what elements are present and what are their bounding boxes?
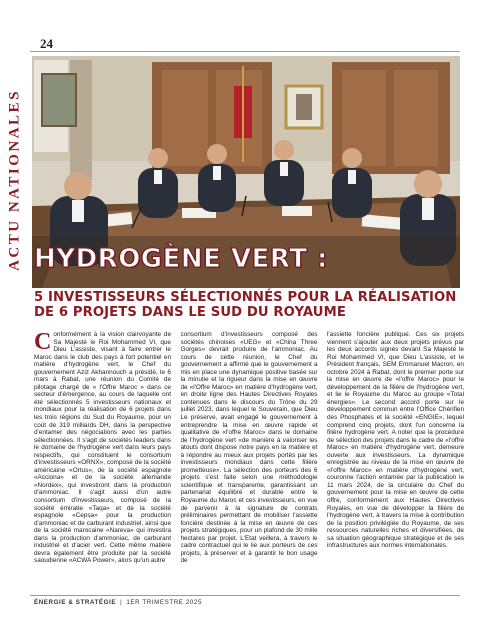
- section-label: [4, 60, 26, 300]
- subhead-line: DE 6 PROJETS DANS LE SUD DU ROYAUME: [34, 305, 346, 320]
- article-body: [34, 331, 464, 589]
- page-footer: [34, 599, 202, 606]
- column-text: onformément à la vision clairvoyante de Sa Majesté le Roi Mohammed VI, que Dieu L'assiste, visant à faire entrer le Maroc dans le club des pays à fort potentiel en matière d'hydrogène vert, le Chef du gouvernement Aziz Akhannouch a présidé, le 6 mars à Rabat, une réunion du Comité de pilotage chargé de « l'Offre Maroc » dans ce secteur d'émergence, au cours de laquelle ont été sélectionnés 5 investisseurs nationaux et mondiaux pour la réalisation de 6 projets dans les trois régions du Sud du Royaume, pour un coût de 319 milliards DH, dans la perspective d'entamer des négociations avec les parties sélectionnées. Il s'agit de sociétés leaders dans le domaine de l'hydrogène vert dans leurs pays respectifs, qui constituent le consortium d'investisseurs «ORNX», composé de la société américaine «Ortus», de la société espagnole «Acciona» et de la société allemande «Nordex», qui investiront dans la production d'ammoniac. Il s'agit aussi d'un autre consortium d'investisseurs, composé de la société émiratie «Taqa» et de la société espagnole «Cepsa» pour la production d'ammoniac et de carburant industriel, ainsi que de la société marocaine «Nareva» qui investira dans la production d'ammoniac, de carburant industriel et d'acier vert. Cette même matière devra également être produite par la société saoudienne «ACWA Power», alors qu'un autre: [34, 331, 171, 565]
- issue-label: 1ER TRIMESTRE 2025: [126, 599, 203, 606]
- article-column-2: [181, 331, 318, 589]
- page-number: 24: [40, 36, 53, 51]
- top-divider: [30, 51, 460, 52]
- publication-name: ÉNERGIE & STRATÉGIE: [34, 599, 117, 606]
- footer-separator: |: [120, 599, 123, 606]
- subhead-line: 5 INVESTISSEURS SÉLECTIONNÉS POUR LA RÉALISATION: [34, 290, 457, 305]
- article-column-3: [327, 331, 464, 589]
- column-text: l'assiette foncière publique. Ces six projets viennent s'ajouter aux deux projets prévus par les deux accords signés devant Sa Majesté le Roi Mohammed VI, que Dieu L'assiste, et le Président français, SEM Emmanuel Macron, en octobre 2024 à Rabat, dont le premier porte sur la mise en œuvre de «l'offre Maroc» pour le développement de la filière de l'hydrogène vert, et lie le Royaume du Maroc au groupe «Total énergies». Le second accord porte sur le développement commun entre l'Office Chérifien des Phosphates et la société «ENGIE», lequel comprend cinq projets, dont l'un concerne la filière hydrogène vert. A noter que la procédure de sélection des projets dans le cadre de «l'offre Maroc» en matière d'hydrogène vert, demeure ouverte aux investisseurs. La dynamique enregistrée au niveau de la mise en œuvre de «l'offre Maroc» en matière d'hydrogène vert, couronne l'action entamée par la publication le 11 mars 2024, de la circulaire du Chef du gouvernement pour la mise en œuvre de cette offre, conformément aux Hautes Directives Royales, en vue de développer la filière de l'hydrogène vert, à travers la mise à contribution de la position privilégiée du Royaume, de ses ressources naturelles riches et diversifiées, de sa situation géographique stratégique et de ses infrastructures aux normes internationales.: [327, 331, 464, 550]
- section-label-text: ACTU NATIONALES: [6, 89, 23, 271]
- bottom-divider: [30, 595, 460, 596]
- article-headline: HYDROGÈNE VERT :: [34, 244, 328, 274]
- article-column-1: [34, 331, 171, 589]
- drop-cap: C: [34, 331, 52, 355]
- column-text: consortium d'investisseurs composé des sociétés chinoises «UEG» et «China Three Gorges» devrait produire de l'ammoniac. Au cours de cette réunion, le Chef du gouvernement a affirmé que le gouvernement a mis en place une dynamique positive basée sur la minutie et la rigueur dans la mise en œuvre de «l'Offre Maroc» en matière d'hydrogène vert, en droite ligne des Hautes Directives Royales contenues dans le discours du Trône du 29 juillet 2023, dans lequel le Souverain, que Dieu Le préserve, avait engagé le gouvernement à entreprendre la mise en œuvre rapide et qualitative de «l'offre Maroc» dans le domaine de l'hydrogène vert «de manière à valoriser les atouts dont dispose notre pays en la matière et à répondre au mieux aux projets portés par les investisseurs mondiaux dans cette filière prometteuse». La sélection des porteurs des 6 projets s'est faite selon une méthodologie scientifique et transparente, garantissant un partenariat équilibré et durable entre le Royaume du Maroc et ces investisseurs, en vue de parvenir à la signature de contrats préliminaires permettant de mobiliser l'assiette foncière destinée à la mise en œuvre de ces projets stratégiques, pour un plafond de 30 mille hectares par projet. L'Etat veillera, à travers le cadre contractuel qui le lie aux porteurs de ces projets, à préserver et à garantir le bon usage de: [180, 331, 318, 565]
- article-subhead: [34, 290, 460, 320]
